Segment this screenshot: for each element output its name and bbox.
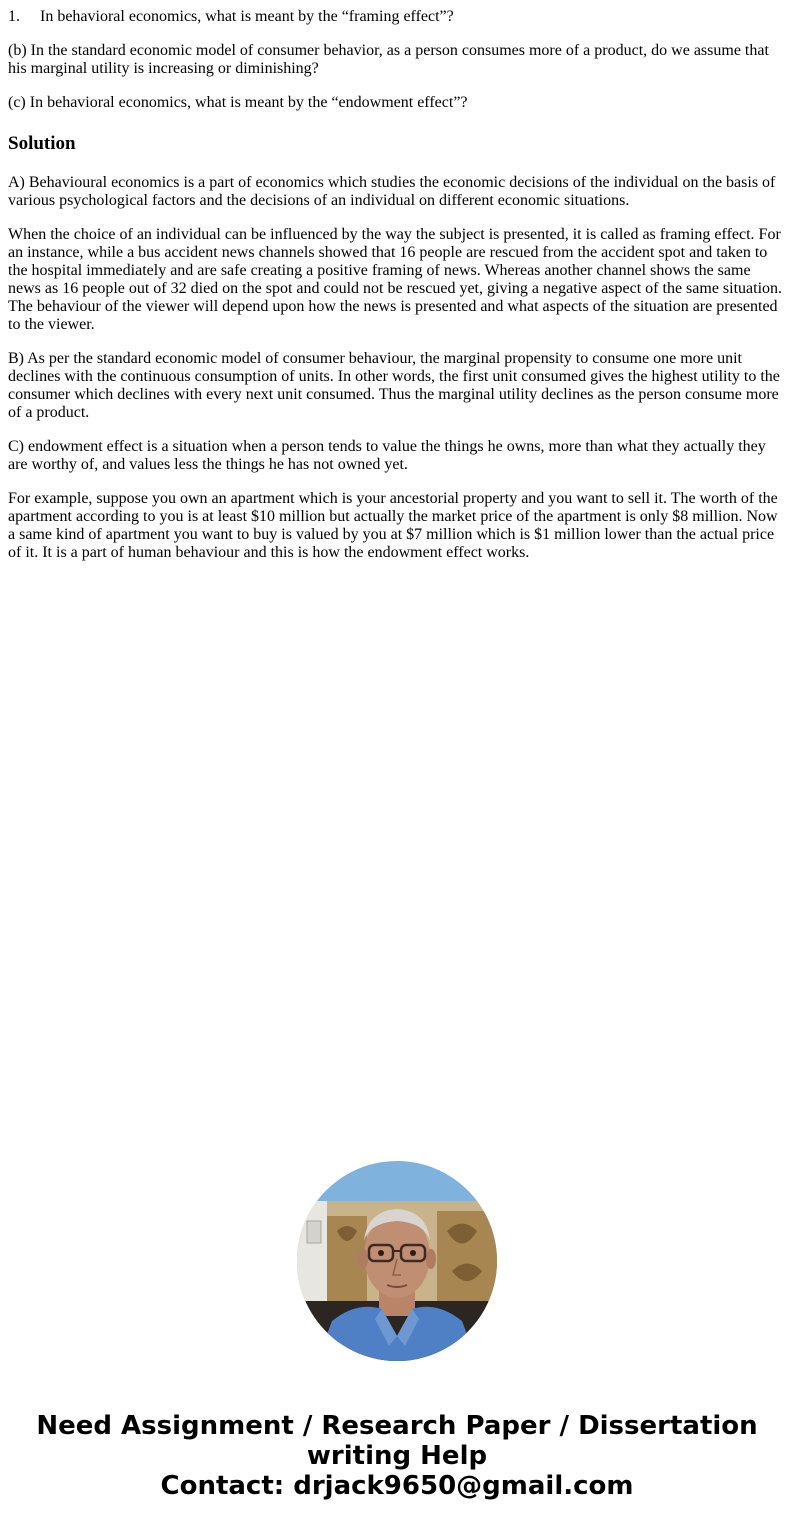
banner-line-1: Need Assignment / Research Paper / Dissertation [36, 1411, 758, 1441]
question-1-text: In behavioral economics, what is meant by the “framing effect”? [40, 8, 454, 25]
solution-paragraph-example: For example, suppose you own an apartment which is your ancestorial property and you want to sell it. The worth of the apartment according to you is at least $10 million but actually the market price of the apartment is only $8 million. Now a same kind of apartment you want to buy is valued by you at $7 million which is $1 million lower than the actual price of it. It is a part of human behaviour and this is how the endowment effect works. [8, 490, 778, 561]
avatar-photo [297, 1161, 497, 1361]
question-1 [8, 8, 786, 26]
solution-paragraph-c: C) endowment effect is a situation when a person tends to value the things he owns, more than what they actually they are worthy of, and values less the things he has not owned yet. [8, 438, 766, 473]
avatar [297, 1161, 497, 1361]
solution-heading: Solution [8, 133, 76, 154]
solution-paragraph-b: B) As per the standard economic model of consumer behaviour, the marginal propensity to consume one more unit declines with the continuous consumption of units. In other words, the first unit consumed gives the highest utility to the consumer which declines with every next unit consumed. Thus the marginal utility declines as the person consume more of a product. [8, 350, 780, 421]
question-number: 1. [8, 8, 20, 25]
banner-line-2: writing Help [306, 1441, 488, 1471]
contact-banner [0, 1411, 794, 1501]
solution-paragraph-framing: When the choice of an individual can be influenced by the way the subject is presented, it is called as framing effect. For an instance, while a bus accident news channels showed that 16 people are rescued from the accident spot and taken to the hospital immediately and are safe creating a positive framing of news. Whereas another channel shows the same news as 16 people out of 32 died on the spot and could not be rescued yet, giving a negative aspect of the same situation. The behaviour of the viewer will depend upon how the news is presented and what aspects of the situation are presented to the viewer. [8, 226, 783, 333]
question-b: (b) In the standard economic model of consumer behavior, as a person consumes more of a product, do we assume that his marginal utility is increasing or diminishing? [8, 42, 769, 77]
document-body [0, 8, 794, 562]
banner-contact-email: Contact: drjack9650@gmail.com [160, 1471, 634, 1501]
question-c: (c) In behavioral economics, what is meant by the “endowment effect”? [8, 94, 468, 111]
solution-paragraph-a: A) Behavioural economics is a part of economics which studies the economic decisions of the individual on the basis of various psychological factors and the decisions of an individual on different economic situations. [8, 174, 776, 209]
